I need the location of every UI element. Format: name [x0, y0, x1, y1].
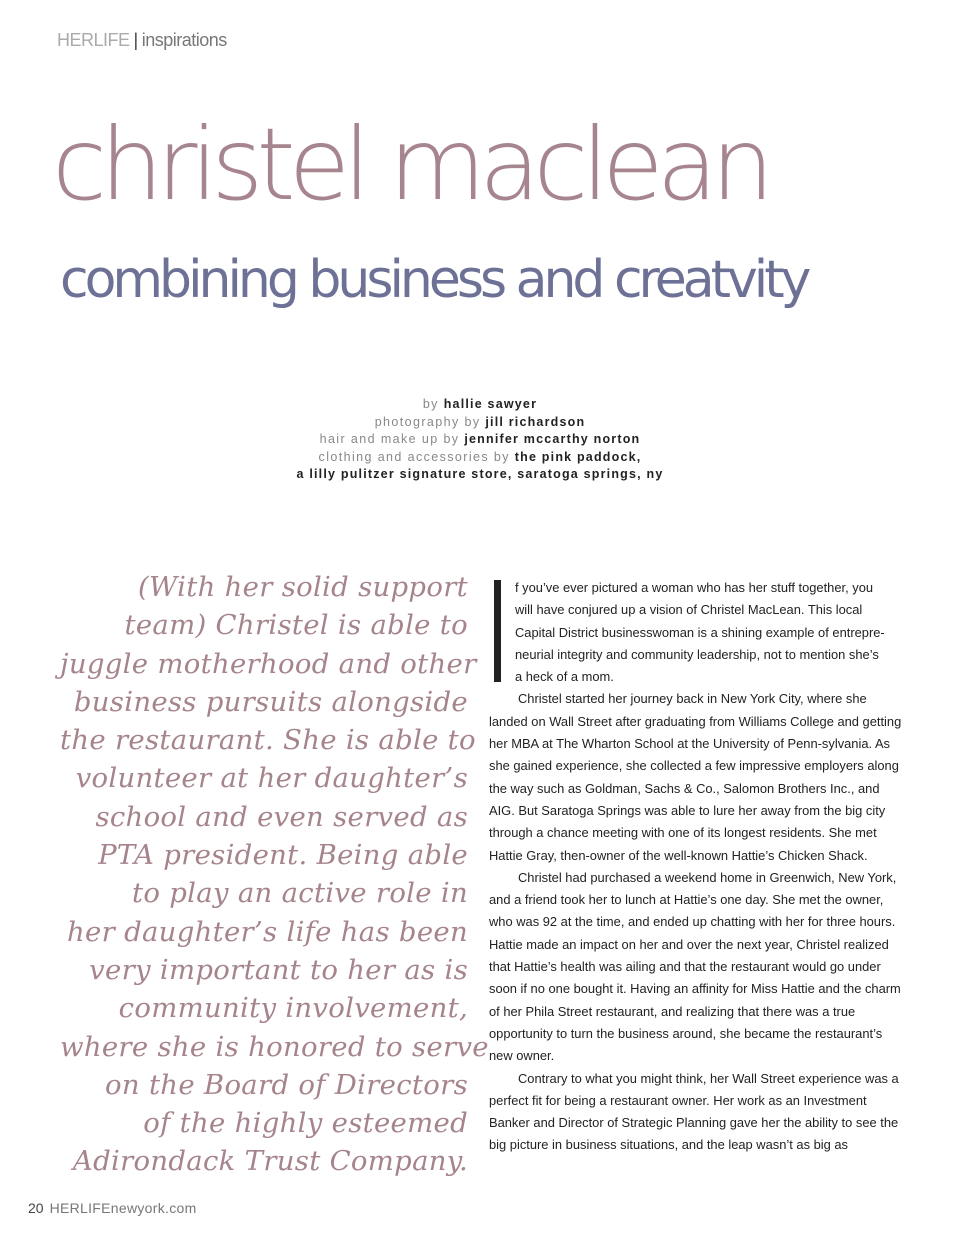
page-number: 20 [28, 1200, 44, 1216]
quote-line: community involvement, [118, 992, 468, 1025]
quote-line: on the Board of Directors [105, 1068, 468, 1101]
body-line: f you’ve ever pictured a woman who has her stuff together, you [515, 580, 874, 595]
quote-line: juggle motherhood and other [60, 647, 477, 680]
header-separator: | [133, 30, 138, 50]
quote-line: team) Christel is able to [124, 609, 468, 642]
credit-name: a lilly pulitzer signature store, saratoga springs, ny [296, 467, 664, 481]
running-header [57, 30, 227, 51]
body-line: a heck of a mom. [515, 669, 614, 685]
quote-line: the restaurant. She is able to [60, 724, 476, 757]
credit-line [180, 466, 780, 484]
quote-line: very important to her as is [89, 953, 468, 986]
body-line: will have conjured up a vision of Christel MacLean. This local [515, 602, 863, 618]
body-paragraph: Christel had purchased a weekend home in Greenwich, New York, and a friend took her to lunch at Hattie’s one day. She met the owner, who was 92 at the time, and ended up chatting with her for three hours. Hattie made an impact on her and over the next year, Christel realized that Hattie’s health was ailing and that the restaurant would go under soon if no one bought it. Having an affinity for Miss Hattie and the charm of her Phila Street restaurant, and realizing that there was a true opportunity to turn the business around, she became the restaurant’s new owner. [489, 869, 901, 1064]
credit-name: jill richardson [485, 414, 586, 429]
credit-label: by [422, 397, 439, 411]
quote-line: volunteer at her daughter’s [75, 762, 468, 795]
site-url: HERLIFEnewyork.com [49, 1200, 197, 1216]
credit-name: the pink paddock, [514, 449, 642, 464]
credit-name: hallie sawyer [443, 397, 538, 411]
quote-line: business pursuits alongside [73, 685, 468, 718]
credit-line [180, 414, 780, 432]
credit-line [180, 396, 780, 414]
body-paragraph: Christel started her journey back in New York City, where she landed on Wall Street after graduating from Williams College and getting her MBA at The Wharton School at the University of Penn-sylvania. As she gained experience, she collected a few impressive employers along the way such as Goldman, Sachs & Co., Salomon Brothers Inc., and AIG. But Saratoga Springs was able to lure her away from the big city through a chance meeting with one of its longest residents. She met Hattie Gray, then-owner of the well-known Hattie’s Chicken Shack. [489, 691, 902, 863]
pull-quote [60, 568, 489, 1181]
body-line: Capital District businesswoman is a shining example of entrepre- [515, 624, 885, 640]
quote-line: her daughter’s life has been [67, 915, 468, 948]
quote-line: to play an active role in [132, 877, 468, 910]
credit-line [180, 449, 780, 467]
article-title: christel maclean [52, 106, 768, 223]
credits-block [180, 396, 780, 484]
opening-paragraph [489, 577, 904, 688]
quote-line: (With her solid support [138, 571, 468, 603]
page-footer [28, 1200, 197, 1216]
credit-line [180, 431, 780, 449]
magazine-brand: HERLIFE [57, 30, 130, 50]
article-body [489, 577, 904, 1157]
section-name: inspirations [141, 30, 227, 50]
credit-label: clothing and accessories by [318, 449, 510, 464]
body-line: neurial integrity and community leadership, not to mention she’s [515, 646, 879, 662]
quote-line: Adirondack Trust Company. [72, 1145, 468, 1178]
credit-label: hair and make up by [319, 432, 460, 446]
body-paragraph: Contrary to what you might think, her Wall Street experience was a perfect fit for being a restaurant owner. Her work as an Investment Banker and Director of Strategic Planning gave her the ability to see the big picture in business situations, and the leap wasn’t as big as [489, 1070, 899, 1153]
credit-label: photography by [374, 414, 481, 429]
quote-line: of the highly esteemed [143, 1107, 468, 1140]
quote-line: where she is honored to serve [60, 1030, 489, 1063]
article-subtitle: combining business and creatvity [60, 250, 808, 310]
credit-name: jennifer mccarthy norton [464, 432, 641, 446]
quote-line: PTA president. Being able [98, 839, 468, 872]
quote-line: school and even served as [95, 800, 468, 833]
